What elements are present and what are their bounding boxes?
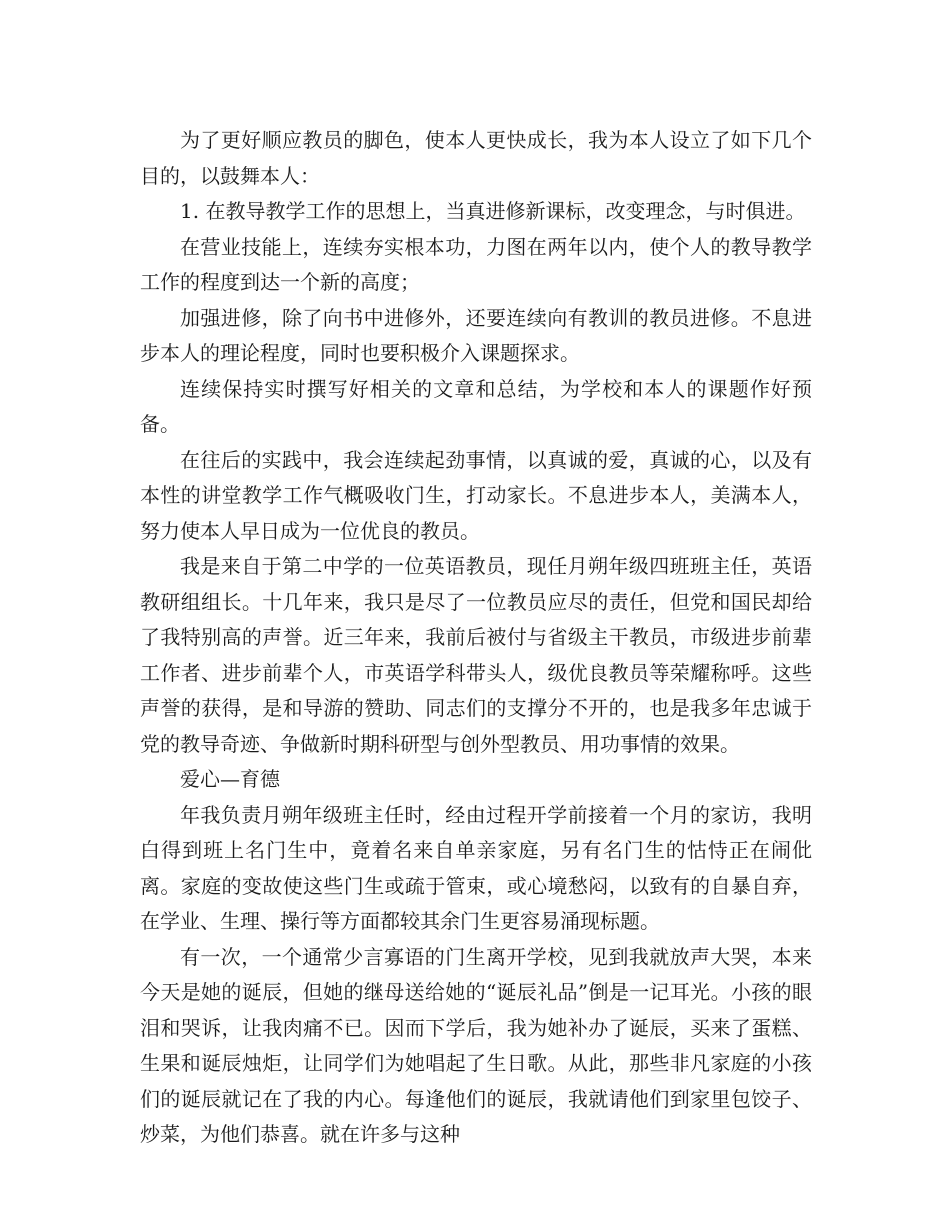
paragraph-3: 在营业技能上，连续夯实根本功，力图在两年以内，使个人的教导教学工作的程度到达一个新的高度；	[140, 234, 812, 294]
document-body	[140, 123, 812, 1153]
paragraph-1: 为了更好顺应教员的脚色，使本人更快成长，我为本人设立了如下几个目的，以鼓舞本人：	[140, 128, 812, 188]
paragraph-4: 加强进修，除了向书中进修外，还要连续向有教训的教员进修。不息进步本人的理论程度，同时也要积极介入课题探求。	[140, 305, 812, 365]
paragraph-9: 有一次，一个通常少言寡语的门生离开学校，见到我就放声大哭，本来今天是她的诞辰，但她的继母送给她的“诞辰礼品”倒是一记耳光。小孩的眼泪和哭诉，让我肉痛不已。因而下学后，我为她补办了诞辰，买来了蛋糕、生果和诞辰烛炬，让同学们为她唱起了生日歌。从此，那些非凡家庭的小孩们的诞辰就记在了我的内心。每逢他们的诞辰，我就请他们到家里包饺子、炒菜，为他们恭喜。就在许多与这种	[140, 944, 812, 1146]
section-heading: 爱心—育德	[180, 767, 280, 791]
paragraph-2: 1. 在教导教学工作的思想上，当真进修新课标，改变理念，与时俱进。	[180, 199, 806, 223]
paragraph-8: 年我负责月朔年级班主任时，经由过程开学前接着一个月的家访，我明白得到班上名门生中，竟着名来自单亲家庭，另有名门生的怙恃正在闹仳离。家庭的变故使这些门生或疏于管束，或心境愁闷，以致有的自暴自弃，在学业、生理、操行等方面都较其余门生更容易涌现标题。	[140, 802, 812, 933]
paragraph-5: 连续保持实时撰写好相关的文章和总结，为学校和本人的课题作好预备。	[140, 376, 812, 436]
paragraph-7: 我是来自于第二中学的一位英语教员，现任月朔年级四班班主任，英语教研组组长。十几年来，我只是尽了一位教员应尽的责任，但党和国民却给了我特别高的声誉。近三年来，我前后被付与省级主干教员，市级进步前辈工作者、进步前辈个人，市英语学科带头人，级优良教员等荣耀称呼。这些声誉的获得，是和导游的赞助、同志们的支撑分不开的，也是我多年忠诚于党的教导奇迹、争做新时期科研型与创外型教员、用功事情的效果。	[140, 554, 812, 756]
paragraph-6: 在往后的实践中，我会连续起劲事情，以真诚的爱，真诚的心，以及有本性的讲堂教学工作气概吸收门生，打动家长。不息进步本人，美满本人，努力使本人早日成为一位优良的教员。	[140, 447, 812, 543]
